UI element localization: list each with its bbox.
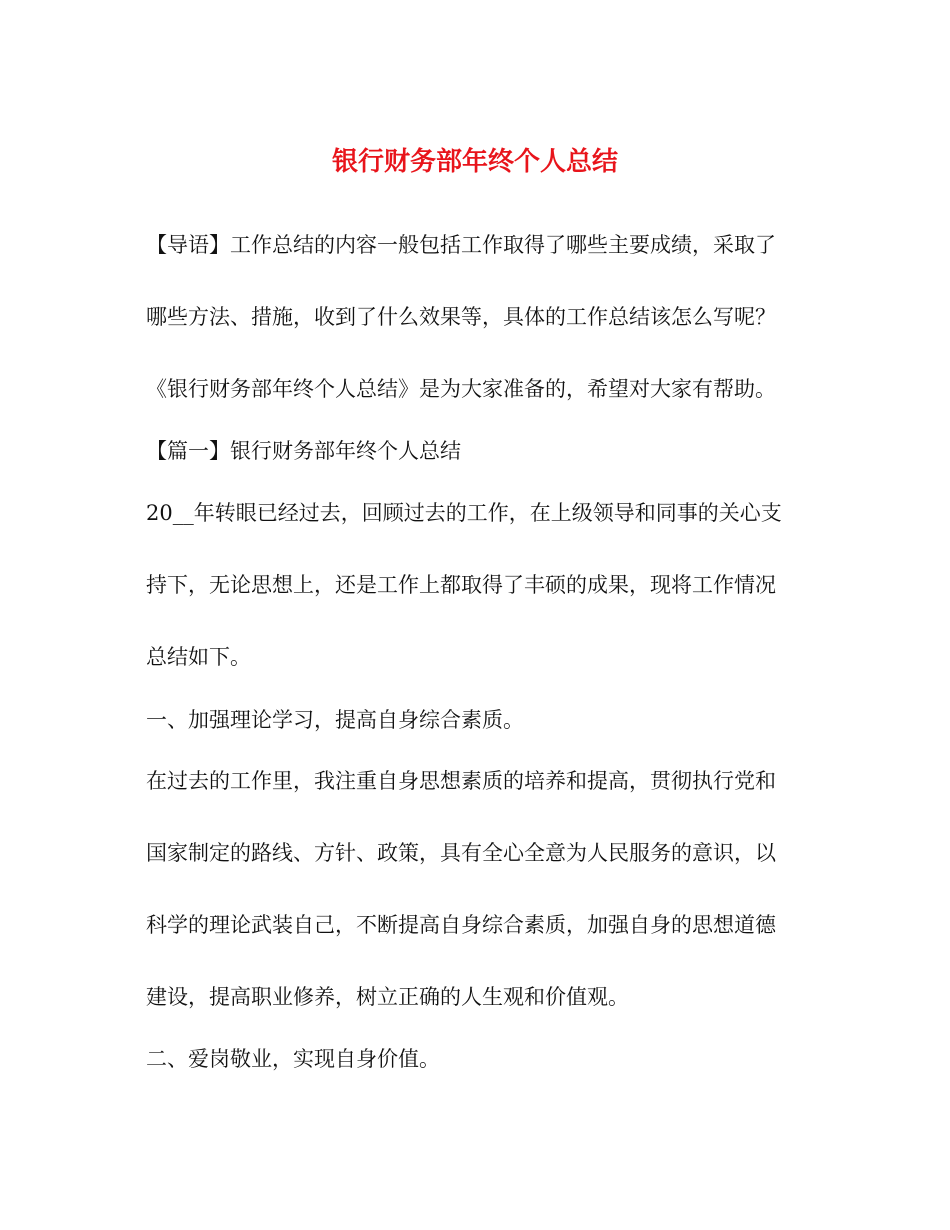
text-line: 科学的理论武装自己，不断提高自身综合素质，加强自身的思想道德 <box>146 913 776 937</box>
text-line: 持下，无论思想上，还是工作上都取得了丰硕的成果，现将工作情况 <box>146 573 776 597</box>
text-line: 20__年转眼已经过去，回顾过去的工作，在上级领导和同事的关心支 <box>146 501 782 525</box>
text-line: 哪些方法、措施，收到了什么效果等，具体的工作总结该怎么写呢？ <box>146 305 776 329</box>
section-heading: 一、加强理论学习，提高自身综合素质。 <box>146 708 524 732</box>
text-line: 总结如下。 <box>146 645 251 669</box>
text-line: 在过去的工作里，我注重自身思想素质的培养和提高，贯彻执行党和 <box>146 769 776 793</box>
section-heading: 【篇一】银行财务部年终个人总结 <box>146 439 461 463</box>
text-line: 建设，提高职业修养，树立正确的人生观和价值观。 <box>146 985 629 1009</box>
text-line: 国家制定的路线、方针、政策，具有全心全意为人民服务的意识，以 <box>146 841 776 865</box>
text-line: 《银行财务部年终个人总结》是为大家准备的，希望对大家有帮助。 <box>146 377 776 401</box>
text-line: 【导语】工作总结的内容一般包括工作取得了哪些主要成绩，采取了 <box>146 233 776 257</box>
document-title: 银行财务部年终个人总结 <box>331 147 618 177</box>
section-heading: 二、爱岗敬业，实现自身价值。 <box>146 1047 440 1071</box>
